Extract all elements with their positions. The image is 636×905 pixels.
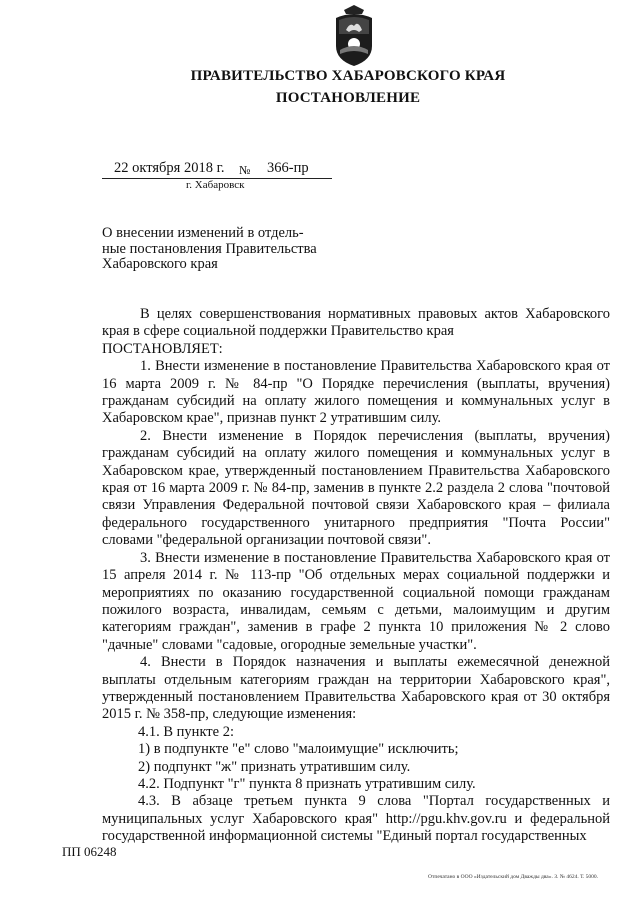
- government-title: ПРАВИТЕЛЬСТВО ХАБАРОВСКОГО КРАЯ: [190, 68, 506, 84]
- number-sign: №: [239, 163, 251, 177]
- paragraph-1: 1. Внести изменение в постановление Правительства Хабаровского края от 16 марта 2009 г. № 84-пр "О Порядке перечисления (выплаты, вручения) гражданам субсидий на оплату жилого помещения и коммунальных услуг в Хабаровском крае", признав пункт 2 утратившим силу.: [102, 358, 610, 427]
- paragraph-4-3: 4.3. В абзаце третьем пункта 9 слова "Портал государственных и муниципальных услуг Хабаровского края" http://pgu.khv.gov.ru и федеральной государственной информационной системы "Единый портал государственных: [102, 793, 610, 845]
- intro-paragraph: В целях совершенствования нормативных правовых актов Хабаровского края в сфере социальной поддержки Правительство края: [102, 306, 610, 340]
- document-subject: [102, 226, 352, 273]
- coat-of-arms-icon: [330, 4, 378, 68]
- document-body: [102, 306, 610, 846]
- paragraph-4-1: 4.1. В пункте 2:: [138, 723, 234, 740]
- document-number: 366-пр: [267, 160, 309, 176]
- paragraph-4-1-2: 2) подпункт "ж" признать утратившим силу.: [138, 758, 411, 775]
- printer-imprint: Отпечатано в ООО «Издательский дом Дважды два». З. № 4624. Т. 5000.: [428, 874, 599, 880]
- paragraph-4: 4. Внести в Порядок назначения и выплаты ежемесячной денежной выплаты отдельным категориям граждан на территории Хабаровского края", утвержденный постановлением Правительства Хабаровского края от 30 октября 2015 г. № 358-пр, следующие изменения:: [102, 654, 610, 723]
- document-code: ПП 06248: [62, 844, 117, 859]
- subject-line: О внесении изменений в отдель-: [102, 225, 304, 241]
- subject-line: Хабаровского края: [102, 256, 218, 272]
- subject-line: ные постановления Правительства: [102, 240, 317, 257]
- date-number-line: [102, 160, 332, 179]
- paragraph-4-1-1: 1) в подпункте "е" слово "малоимущие" исключить;: [138, 741, 459, 758]
- paragraph-3: 3. Внести изменение в постановление Правительства Хабаровского края от 15 апреля 2014 г. № 113-пр "Об отдельных мерах социальной поддержки и мероприятиях по оказанию государственной социальной помощи гражданам пожилого возраста, инвалидам, семьям с детьми, малоимущим и другим категориям граждан", заменив в графе 2 пункта 10 приложения № 2 слово "дачные" словами "садовые, огородные земельные участки".: [102, 549, 610, 653]
- document-type: ПОСТАНОВЛЕНИЕ: [275, 90, 421, 106]
- document-date: 22 октября 2018 г.: [114, 160, 225, 176]
- paragraph-2: 2. Внести изменение в Порядок перечисления (выплаты, вручения) гражданам субсидий на оплату жилого помещения и коммунальных услуг в Хабаровском крае, утвержденный постановлением Правительства Хабаровского края от 16 марта 2009 г. № 84-пр, заменив в пункте 2.2 раздела 2 слова "почтовой связи Управления Федеральной почтовой связи Хабаровского края – филиала федерального государственного унитарного предприятия "Почта России" словами "федеральной организации почтовой связи".: [102, 427, 610, 549]
- paragraph-4-2: 4.2. Подпункт "г" пункта 8 признать утратившим силу.: [138, 775, 476, 792]
- document-city: г. Хабаровск: [186, 179, 245, 191]
- resolves-heading: ПОСТАНОВЛЯЕТ:: [102, 340, 223, 357]
